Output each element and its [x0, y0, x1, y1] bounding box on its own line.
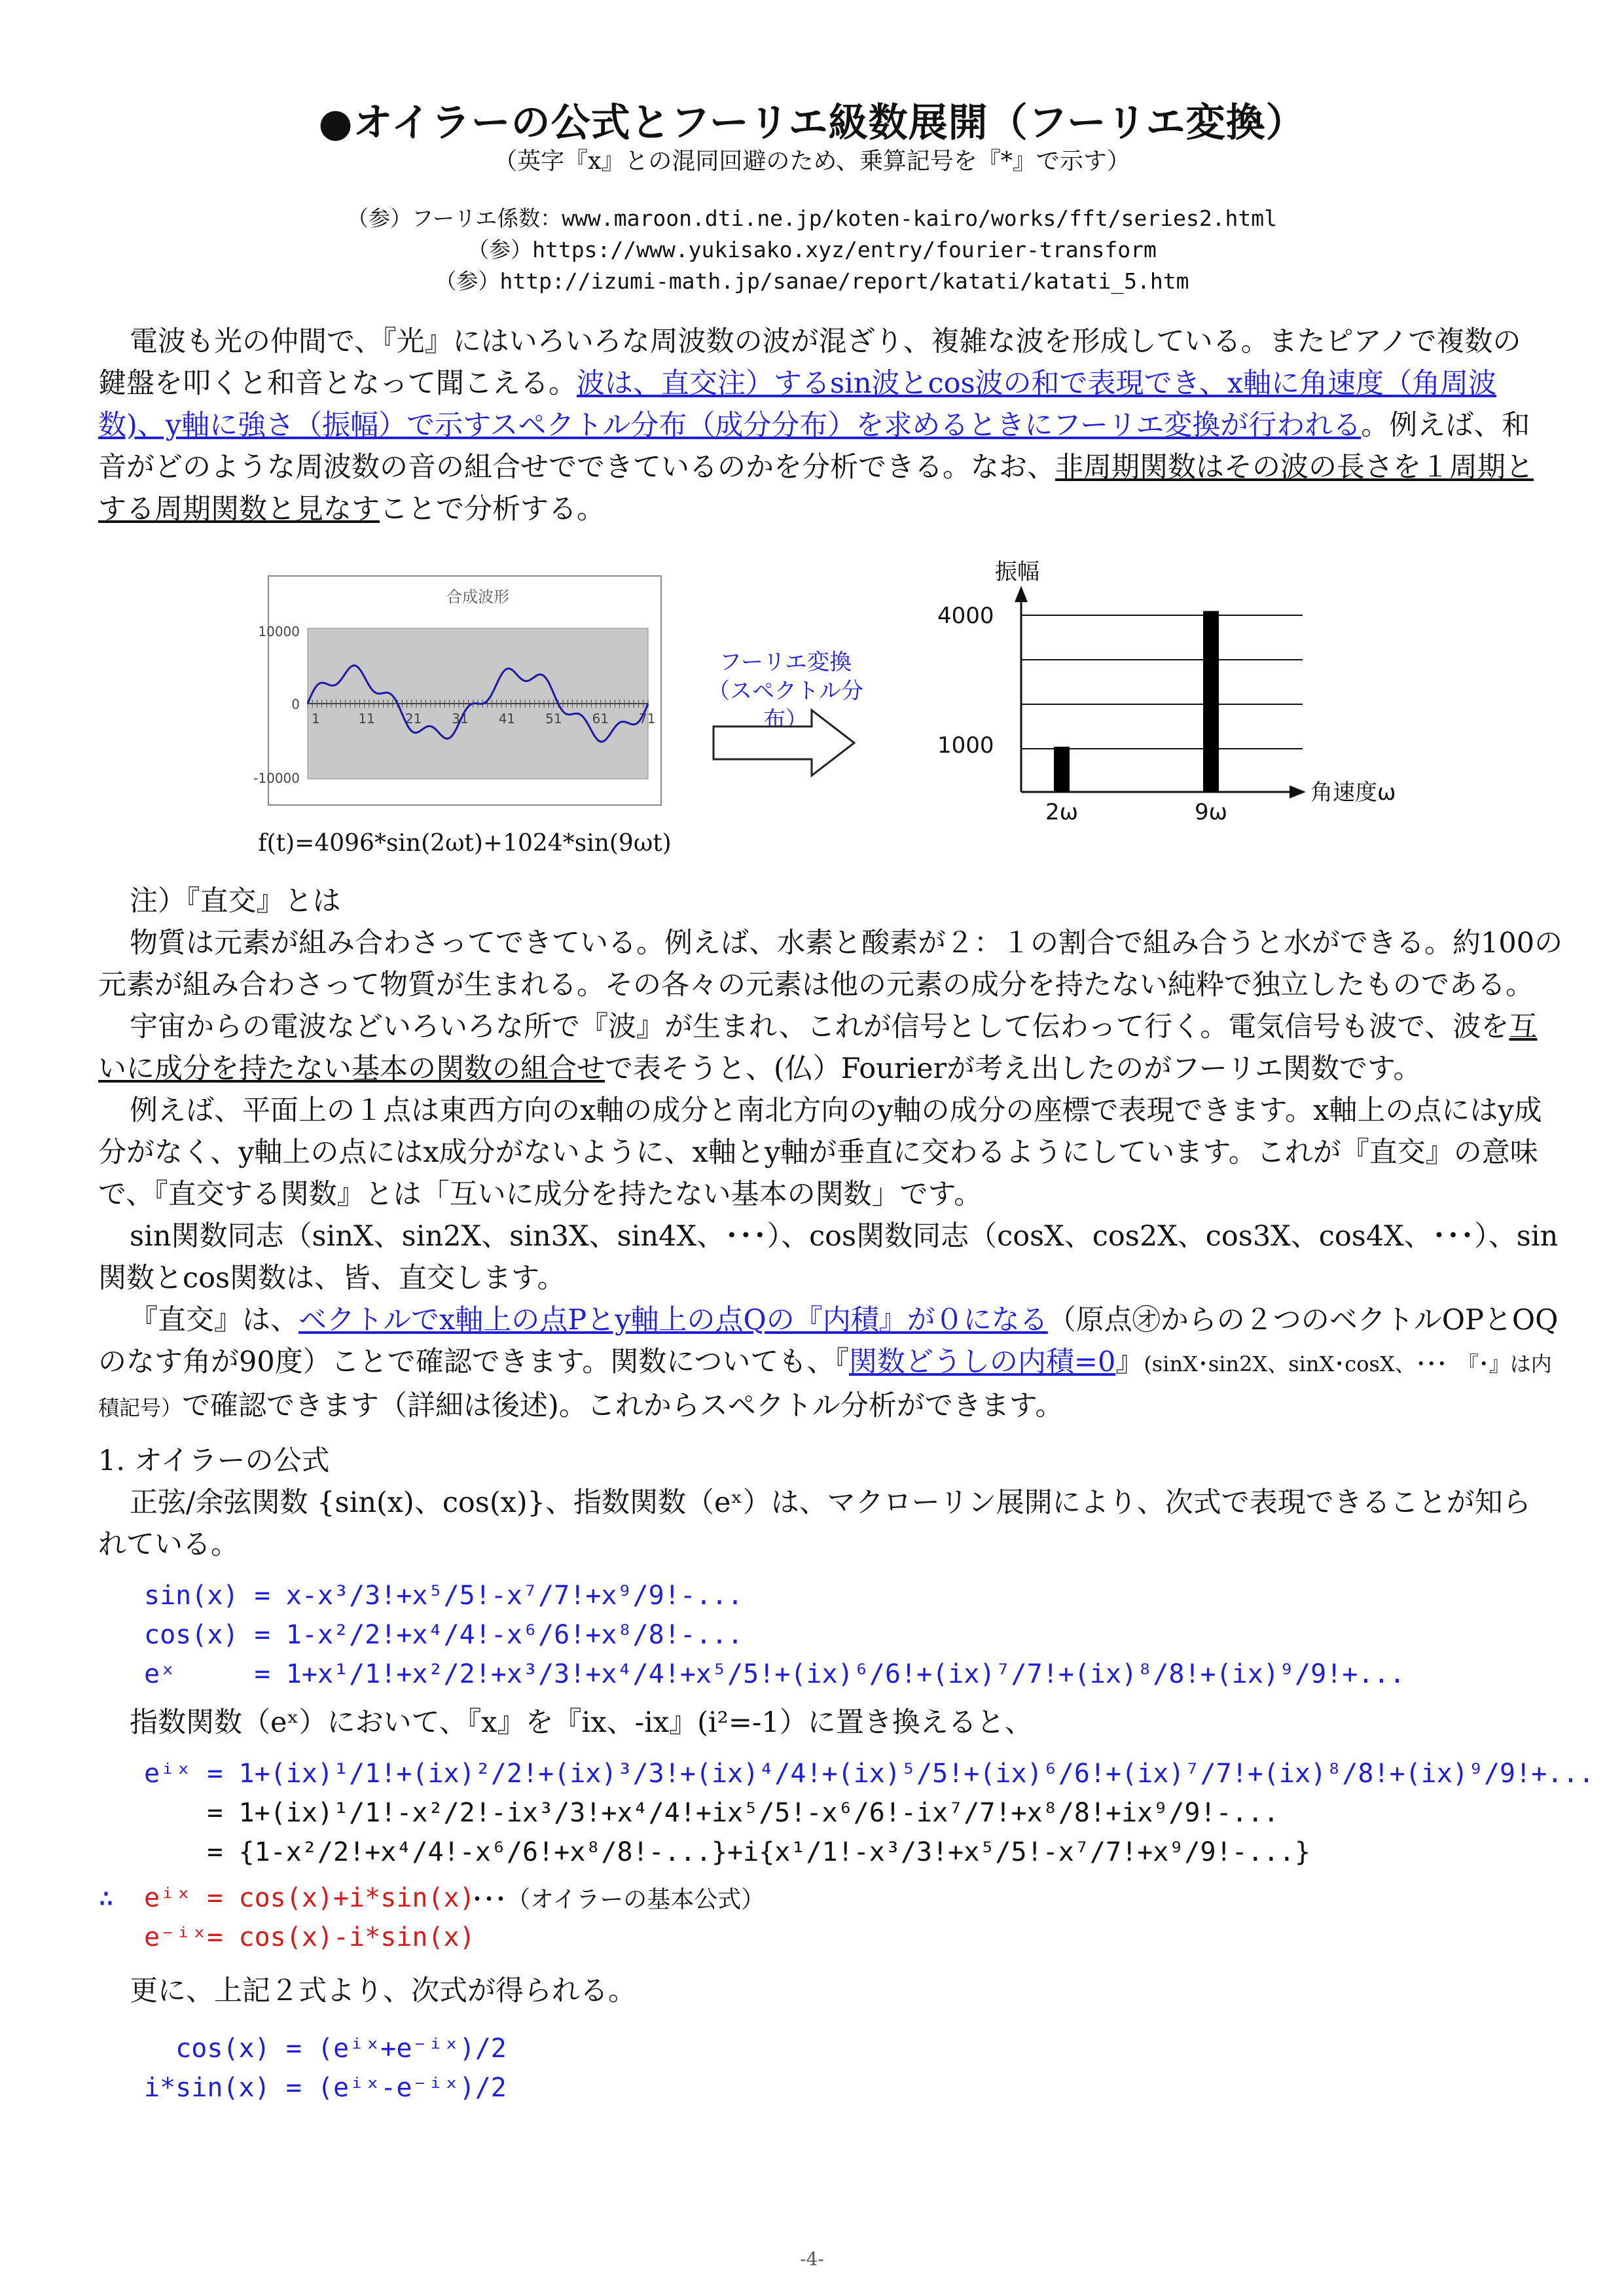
section-paragraph: 正弦/余弦関数 {sin(x)、cos(x)}、指数関数（eˣ）は、マクローリン展開により、次式で表現できることが知られている。: [98, 1486, 1531, 1561]
intro-link[interactable]: 波は、直交注）するsin波とcos波の和で表現でき、x軸に角速度（角周波数)、y軸に強さ（振幅）で示すスペクトル分布（成分分布）を求めるときにフーリエ変換が行われる: [98, 367, 1497, 442]
note-paragraph: 物質は元素が組み合わさってできている。例えば、水素と酸素が２：１の割合で組み合うと水ができる。約100の元素が組み合わさって物質が生まれる。その各々の元素は他の元素の成分を持たない純粋で独立したものである。: [98, 927, 1563, 1001]
note-heading: 注）『直交』とは: [130, 885, 341, 918]
wave-chart-title: 合成波形: [446, 588, 509, 606]
note-paragraph: 例えば、平面上の１点は東西方向のx軸の成分と南北方向のy軸の成分の座標で表現できます。x軸上の点にはy成分がなく、y軸上の点にはx成分がないように、x軸とy軸が垂直に交わるようにしています。これが『直交』の意味で、『直交する関数』とは「互いに成分を持たない基本の関数」です。: [98, 1094, 1542, 1211]
spectrum-ytick: 1000: [937, 732, 994, 759]
reference-1: （参）フーリエ係数：www.maroon.dti.ne.jp/koten-kairo/works/fft/series2.html: [346, 206, 1278, 231]
equation-sin: sin(x) = x-x³/3!+x⁵/5!-x⁷/7!+x⁹/9!-...: [144, 1581, 744, 1611]
section-heading: 1. オイラーの公式: [98, 1444, 330, 1477]
equation-eix-1: eⁱˣ = 1+(ix)¹/1!+(ix)²/2!+(ix)³/3!+(ix)⁴/4!+(ix)⁵/5!+(ix)⁶/6!+(ix)⁷/7!+(ix)⁸/8!+(ix)⁹/9!+...: [144, 1759, 1595, 1789]
wave-xtick: 61: [592, 711, 609, 726]
intro-paragraph: 電波も光の仲間で、『光』にはいろいろな周波数の波が混ざり、複雑な波を形成している。またピアノで複数の鍵盤を叩くと和音となって聞こえる。波は、直交注）するsin波とcos波の和で表現でき、x軸に角速度（角周波数)、y軸に強さ（振幅）で示すスペクトル分布（成分分布）を求めるときにフーリエ変換が行われる。例えば、和音がどのような周波数の音の組合せでできているのかを分析できる。なお、非周期関数はその波の長さを１周期とする周期関数と見なすことで分析する。: [98, 325, 1534, 526]
equation-eix-2: = 1+(ix)¹/1!-x²/2!-ix³/3!+x⁴/4!+ix⁵/5!-x⁶/6!-ix⁷/7!+x⁸/8!+ix⁹/9!-...: [144, 1798, 1279, 1828]
result-sin: i*sin(x) = (eⁱˣ-e⁻ⁱˣ)/2: [144, 2073, 507, 2103]
euler-formula-note: ･･･（オイラーの基本公式）: [471, 1886, 765, 1913]
spectrum-bar: [1203, 611, 1219, 792]
spectrum-ylabel: 振幅: [995, 559, 1039, 585]
fourier-arrow-label: フーリエ変換 （スペクトル分布）: [708, 649, 863, 733]
spectrum-category: 9ω: [1194, 799, 1228, 825]
wave-xtick: 71: [639, 711, 656, 726]
wave-xtick: 31: [452, 711, 469, 726]
equation-eix-3: = {1-x²/2!+x⁴/4!-x⁶/6!+x⁸/8!-...}+i{x¹/1!-x³/3!+x⁵/5!-x⁷/7!+x⁹/9!-...}: [144, 1837, 1311, 1867]
result-cos: cos(x) = (eⁱˣ+e⁻ⁱˣ)/2: [144, 2034, 507, 2064]
euler-formula: eⁱˣ = cos(x)+i*sin(x): [144, 1883, 475, 1913]
reference-3: （参）http://izumi-math.jp/sanae/report/katati/katati_5.htm: [435, 268, 1189, 294]
wave-ytick: -10000: [253, 770, 300, 786]
spectrum-bar: [1054, 747, 1070, 792]
inner-product-link[interactable]: ベクトルでx軸上の点Pとy軸上の点Qの『内積』が０になる: [298, 1304, 1048, 1336]
section-paragraph: 指数関数（eˣ）において、『x』を『ix、-ix』(i²=-1）に置き換えると、: [130, 1706, 1033, 1739]
spectrum-category: 2ω: [1045, 799, 1079, 825]
note-section: [98, 880, 1564, 1429]
wave-xtick: 11: [358, 711, 375, 726]
section-paragraph: 更に、上記２式より、次式が得られる。: [130, 1975, 636, 2007]
note-paragraph: 宇宙からの電波などいろいろな所で『波』が生まれ、これが信号として伝わって行く。電気信号も波で、波を互いに成分を持たない基本の関数の組合せで表そうと、(仏）Fourierが考え出したのがフーリエ関数です。: [98, 1011, 1538, 1085]
page-number: -4-: [800, 2248, 824, 2270]
wave-formula: f(t)=4096*sin(2ωt)+1024*sin(9ωt): [258, 830, 672, 857]
therefore-symbol: ∴: [98, 1883, 115, 1913]
wave-xtick: 41: [498, 711, 516, 726]
x-axis-arrow-icon: [1290, 785, 1306, 798]
right-arrow-icon: [713, 710, 857, 778]
note-paragraph: sin関数同志（sinX、sin2X、sin3X、sin4X、･･･）、cos関数同志（cosX、cos2X、cos3X、cos4X、･･･）、sin関数とcos関数は、皆、直交します。: [98, 1220, 1559, 1295]
page-subtitle: （英字『x』との混同回避のため、乗算記号を『*』で示す）: [494, 148, 1130, 175]
y-axis-arrow-icon: [1015, 586, 1028, 602]
spectrum-xlabel: 角速度ω: [1310, 780, 1396, 806]
wave-xtick: 51: [545, 711, 562, 726]
wave-xtick: 21: [405, 711, 422, 726]
function-inner-product-link[interactable]: 関数どうしの内積=0: [848, 1346, 1116, 1378]
wave-chart: [253, 576, 661, 805]
page-title: ●オイラーの公式とフーリエ級数展開（フーリエ変換）: [318, 100, 1306, 146]
note-paragraph: 『直交』は、ベクトルでx軸上の点Pとy軸上の点Qの『内積』が０になる（原点㋔からの２つのベクトルOPとOQのなす角が90度）ことで確認できます。関数についても、『関数どうしの内積=0』(sinX･sin2X、sinX･cosX、･･･ 『･』は内積記号）で確認できます（詳細は後述)。これからスペクトル分析ができます。: [98, 1304, 1559, 1422]
equation-exp: eˣ = 1+x¹/1!+x²/2!+x³/3!+x⁴/4!+x⁵/5!+(ix)⁶/6!+(ix)⁷/7!+(ix)⁸/8!+(ix)⁹/9!+...: [144, 1659, 1405, 1689]
wave-ytick: 0: [291, 696, 300, 712]
spectrum-ytick: 4000: [937, 603, 994, 629]
wave-xtick: 1: [312, 711, 320, 726]
wave-ytick: 10000: [258, 624, 300, 639]
equation-cos: cos(x) = 1-x²/2!+x⁴/4!-x⁶/6!+x⁸/8!-...: [144, 1620, 744, 1650]
spectrum-chart: [903, 550, 1440, 838]
euler-formula-negative: e⁻ⁱˣ= cos(x)-i*sin(x): [144, 1922, 475, 1952]
reference-2: （参）https://www.yukisako.xyz/entry/fourier-transform: [467, 237, 1157, 262]
